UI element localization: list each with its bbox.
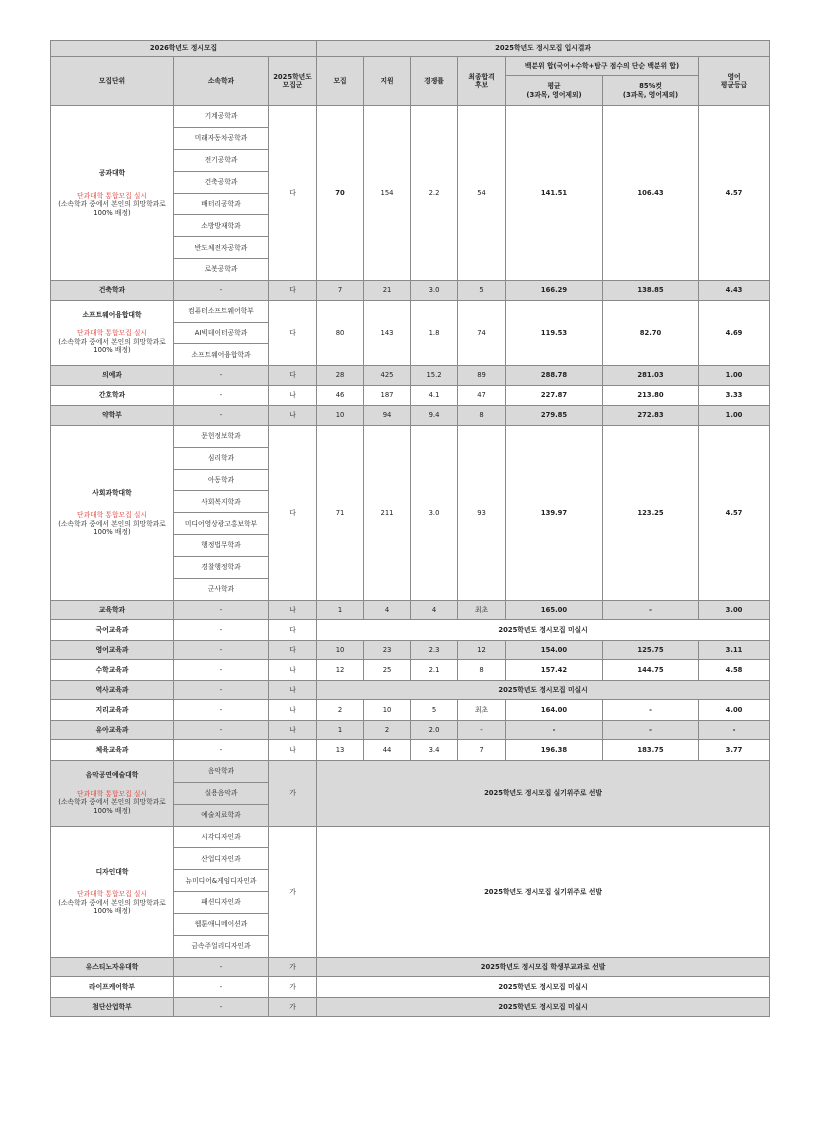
unit-cell [51,106,174,281]
unit-cell [51,760,174,826]
quota-cell: 46 [317,385,364,406]
unit-note: (소속학과 중에서 본인의 희망학과로 100% 배정) [58,519,166,537]
rate-cell: 1.8 [411,300,458,366]
quota-cell: 71 [317,425,364,600]
dept-cell: 산업디자인과 [174,848,269,870]
dept-cell: 로봇공학과 [174,259,269,281]
table-row [51,997,770,1017]
group-cell: 나 [269,600,317,620]
final-cell: 74 [458,300,506,366]
unit-cell [51,300,174,366]
english-cell: 3.77 [699,740,770,761]
final-cell: 8 [458,406,506,426]
apply-cell: 94 [364,406,411,426]
group-cell: 가 [269,826,317,957]
apply-cell: 143 [364,300,411,366]
quota-cell: 13 [317,740,364,761]
cut-cell: - [603,600,699,620]
cut-cell: 272.83 [603,406,699,426]
table-row [51,425,770,447]
english-cell: 4.57 [699,425,770,600]
unit-name: 사회과학대학 [92,488,132,497]
col-final-header: 최종합격 후보 [458,57,506,106]
avg-cell: 141.51 [506,106,603,281]
dept-cell: - [174,720,269,740]
unit-note-red: 단과대학 통합모집 실시 [77,890,147,899]
dept-cell: 심리학과 [174,447,269,469]
unit-note: (소속학과 중에서 본인의 희망학과로 100% 배정) [58,200,166,217]
unit-cell: 국어교육과 [51,620,174,641]
group-cell: 다 [269,425,317,600]
dept-cell: 반도체전자공학과 [174,237,269,259]
final-cell: 54 [458,106,506,281]
table-row [51,366,770,386]
quota-cell: 1 [317,600,364,620]
table-row [51,957,770,977]
english-cell: 3.33 [699,385,770,406]
dept-cell: - [174,660,269,681]
dept-cell: 실용음악과 [174,782,269,804]
dept-cell: 배터리공학과 [174,193,269,215]
header-row-top [51,41,770,57]
span-note-cell: 2025학년도 정시모집 미실시 [317,620,770,641]
group-cell: 가 [269,997,317,1017]
unit-cell: 교육학과 [51,600,174,620]
avg-cell: 154.00 [506,640,603,660]
final-cell: 89 [458,366,506,386]
avg-cell: 164.00 [506,700,603,721]
table-row [51,281,770,301]
apply-cell: 211 [364,425,411,600]
dept-cell: 금속주얼리디자인과 [174,936,269,958]
dept-cell: - [174,700,269,721]
unit-name: 음악공연예술대학 [85,771,139,780]
dept-cell: 컴퓨터소프트웨어학부 [174,300,269,322]
dept-cell: 군사학과 [174,579,269,601]
table-row [51,406,770,426]
table-row [51,680,770,700]
dept-cell: - [174,281,269,301]
english-cell: 4.58 [699,660,770,681]
cut-cell: 123.25 [603,425,699,600]
col-english-header: 영어 평균등급 [699,57,770,106]
dept-cell: - [174,740,269,761]
span-note-cell: 2025학년도 정시모집 미실시 [317,977,770,998]
cut-cell: 82.70 [603,300,699,366]
avg-cell: 279.85 [506,406,603,426]
unit-note-red: 단과대학 통합모집 실시 [77,511,147,520]
apply-cell: 2 [364,720,411,740]
table-row [51,720,770,740]
unit-note: (소속학과 중에서 본인의 희망학과로 100% 배정) [58,798,166,815]
dept-cell: 예술치료학과 [174,804,269,826]
unit-cell: 수학교육과 [51,660,174,681]
quota-cell: 12 [317,660,364,681]
rate-cell: 3.0 [411,281,458,301]
table-row [51,620,770,641]
group-cell: 나 [269,700,317,721]
english-cell: 4.69 [699,300,770,366]
unit-name: 공과대학 [98,169,126,178]
quota-cell: 80 [317,300,364,366]
group-cell: 다 [269,620,317,641]
final-cell: - [458,720,506,740]
group-cell: 나 [269,385,317,406]
final-cell: 8 [458,660,506,681]
group-cell: 다 [269,366,317,386]
table-row [51,740,770,761]
unit-cell: 역사교육과 [51,680,174,700]
unit-cell: 유스티노자유대학 [51,957,174,977]
final-cell: 최초 [458,600,506,620]
dept-cell: 건축공학과 [174,171,269,193]
dept-cell: 행정법무학과 [174,535,269,557]
unit-cell: 약학부 [51,406,174,426]
span-note-cell: 2025학년도 정시모집 학생부교과로 선발 [317,957,770,977]
dept-cell: - [174,620,269,641]
dept-cell: 아동학과 [174,469,269,491]
quota-cell: 2 [317,700,364,721]
rate-cell: 3.4 [411,740,458,761]
final-cell: 최초 [458,700,506,721]
cut-cell: - [603,720,699,740]
rate-cell: 2.0 [411,720,458,740]
header-row-mid [51,57,770,76]
rate-cell: 2.3 [411,640,458,660]
unit-cell: 첨단산업학부 [51,997,174,1017]
quota-cell: 10 [317,640,364,660]
col-dept-header: 소속학과 [174,57,269,106]
span-note-cell: 2025학년도 정시모집 실기위주로 선발 [317,760,770,826]
table-row [51,385,770,406]
group-cell: 다 [269,300,317,366]
cut-cell: 183.75 [603,740,699,761]
avg-cell: 157.42 [506,660,603,681]
quota-cell: 1 [317,720,364,740]
unit-cell [51,826,174,957]
unit-note-red: 단과대학 통합모집 실시 [77,191,147,200]
rate-cell: 15.2 [411,366,458,386]
col-quota-header: 모집 [317,57,364,106]
table-row [51,600,770,620]
dept-cell: 소프트웨어융합학과 [174,344,269,366]
avg-cell: 166.29 [506,281,603,301]
avg-cell: 165.00 [506,600,603,620]
dept-cell: 시각디자인과 [174,826,269,848]
dept-cell: - [174,977,269,998]
left-title: 2026학년도 정시모집 [51,41,317,57]
group-cell: 가 [269,977,317,998]
dept-cell: 패션디자인과 [174,892,269,914]
cut-cell: 213.80 [603,385,699,406]
dept-cell: 기계공학과 [174,106,269,128]
dept-cell: - [174,680,269,700]
admission-results-table [50,40,770,1017]
unit-name: 소프트웨어융합대학 [82,310,142,319]
apply-cell: 21 [364,281,411,301]
dept-cell: 문헌정보학과 [174,425,269,447]
admission-results-sheet [50,40,769,1017]
apply-cell: 154 [364,106,411,281]
table-row [51,826,770,848]
group-cell: 나 [269,720,317,740]
english-cell: 1.00 [699,366,770,386]
dept-cell: 미디어영상광고홍보학부 [174,513,269,535]
avg-cell: 119.53 [506,300,603,366]
apply-cell: 23 [364,640,411,660]
dept-cell: AI빅데이터공학과 [174,322,269,344]
group-cell: 다 [269,640,317,660]
unit-cell [51,425,174,600]
table-row [51,660,770,681]
col-unit-header: 모집단위 [51,57,174,106]
rate-cell: 9.4 [411,406,458,426]
col-apply-header: 지원 [364,57,411,106]
dept-cell: 경찰행정학과 [174,557,269,579]
group-cell: 나 [269,680,317,700]
right-title: 2025학년도 정시모집 입시결과 [317,41,770,57]
dept-cell: 음악학과 [174,760,269,782]
unit-name: 디자인대학 [95,867,129,876]
unit-note: (소속학과 중에서 본인의 희망학과로 100% 배정) [58,898,166,916]
quota-cell: 70 [317,106,364,281]
final-cell: 12 [458,640,506,660]
group-cell: 나 [269,740,317,761]
rate-cell: 2.2 [411,106,458,281]
english-cell: 4.00 [699,700,770,721]
table-row [51,700,770,721]
col-group-header: 2025학년도 모집군 [269,57,317,106]
final-cell: 47 [458,385,506,406]
final-cell: 5 [458,281,506,301]
avg-cell: 196.38 [506,740,603,761]
cut-cell: - [603,700,699,721]
unit-note: (소속학과 중에서 본인의 희망학과로 100% 배정) [58,337,166,355]
rate-cell: 3.0 [411,425,458,600]
english-cell: 3.11 [699,640,770,660]
dept-cell: - [174,957,269,977]
dept-cell: - [174,366,269,386]
apply-cell: 4 [364,600,411,620]
group-cell: 다 [269,281,317,301]
dept-cell: 웹툰애니메이션과 [174,914,269,936]
avg-cell: 288.78 [506,366,603,386]
cut-cell: 281.03 [603,366,699,386]
unit-cell: 유아교육과 [51,720,174,740]
avg-cell: - [506,720,603,740]
table-row [51,640,770,660]
span-note-cell: 2025학년도 정시모집 미실시 [317,680,770,700]
avg-cell: 227.87 [506,385,603,406]
table-row [51,300,770,322]
unit-cell: 의예과 [51,366,174,386]
unit-note-red: 단과대학 통합모집 실시 [77,789,147,798]
english-cell: 3.00 [699,600,770,620]
dept-cell: - [174,406,269,426]
final-cell: 93 [458,425,506,600]
dept-cell: - [174,600,269,620]
dept-cell: 미래자동차공학과 [174,127,269,149]
group-cell: 나 [269,660,317,681]
avg-cell: 139.97 [506,425,603,600]
dept-cell: - [174,997,269,1017]
group-cell: 다 [269,106,317,281]
quota-cell: 7 [317,281,364,301]
apply-cell: 10 [364,700,411,721]
dept-cell: 전기공학과 [174,149,269,171]
unit-cell: 지리교육과 [51,700,174,721]
dept-cell: 사회복지학과 [174,491,269,513]
col-avg-header: 평균 (3과목, 영어제외) [506,76,603,106]
table-row [51,977,770,998]
span-note-cell: 2025학년도 정시모집 미실시 [317,997,770,1017]
rate-cell: 4 [411,600,458,620]
unit-cell: 체육교육과 [51,740,174,761]
english-cell: 4.43 [699,281,770,301]
apply-cell: 425 [364,366,411,386]
rate-cell: 5 [411,700,458,721]
dept-cell: 뉴미디어&게임디자인과 [174,870,269,892]
unit-cell: 라이프케어학부 [51,977,174,998]
cut-cell: 106.43 [603,106,699,281]
span-note-cell: 2025학년도 정시모집 실기위주로 선발 [317,826,770,957]
cut-cell: 125.75 [603,640,699,660]
rate-cell: 2.1 [411,660,458,681]
rate-cell: 4.1 [411,385,458,406]
unit-note-red: 단과대학 통합모집 실시 [77,329,147,338]
table-row [51,760,770,782]
cut-cell: 144.75 [603,660,699,681]
dept-cell: - [174,640,269,660]
group-cell: 나 [269,406,317,426]
apply-cell: 44 [364,740,411,761]
group-cell: 가 [269,760,317,826]
dept-cell: 소방방재학과 [174,215,269,237]
group-cell: 가 [269,957,317,977]
col-cut-header: 85%컷 (3과목, 영어제외) [603,76,699,106]
apply-cell: 187 [364,385,411,406]
english-cell: - [699,720,770,740]
unit-cell: 간호학과 [51,385,174,406]
quota-cell: 28 [317,366,364,386]
col-percentile-header: 백분위 합(국어+수학+탐구 점수의 단순 백분위 합) [506,57,699,76]
col-rate-header: 경쟁률 [411,57,458,106]
dept-cell: - [174,385,269,406]
unit-cell: 영어교육과 [51,640,174,660]
unit-cell: 건축학과 [51,281,174,301]
final-cell: 7 [458,740,506,761]
english-cell: 1.00 [699,406,770,426]
apply-cell: 25 [364,660,411,681]
quota-cell: 10 [317,406,364,426]
cut-cell: 138.85 [603,281,699,301]
english-cell: 4.57 [699,106,770,281]
table-row [51,106,770,128]
